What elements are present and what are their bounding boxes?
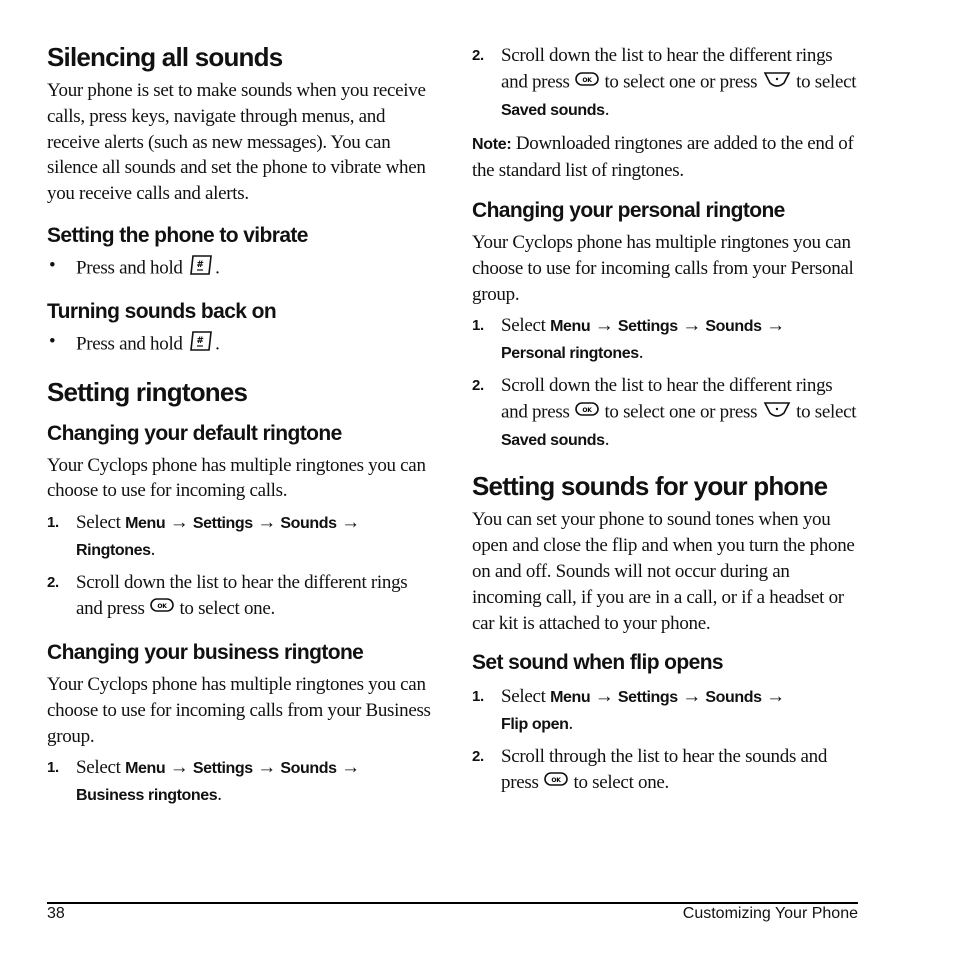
phone-sounds-paragraph: You can set your phone to sound tones when you open and close the flip and when you turn the phone on and off. Sounds will not occur during an incoming call, if you are in a call, or if a headset or car kit is attached to your phone. <box>472 509 855 634</box>
heading-silencing-all-sounds: Silencing all sounds <box>47 42 283 72</box>
arrow: → <box>766 686 785 708</box>
step-text: Scroll down the list to hear the different rings and press <box>76 571 408 619</box>
personal-step-1: 1. Select Menu → Settings → Sounds → Personal ringtones. <box>472 315 785 364</box>
arrow: → <box>594 686 614 708</box>
arrow: → <box>341 757 360 779</box>
right-column <box>472 43 858 796</box>
step-number: 1. <box>47 759 59 777</box>
arrow: → <box>169 757 189 779</box>
vibrate-bullet-text: Press and hold <box>76 257 183 279</box>
step-text: to select one or press <box>604 71 758 93</box>
heading-turning-sounds-on: Turning sounds back on <box>47 299 277 323</box>
vibrate-bullet-period: . <box>215 257 220 279</box>
sounds-on-bullet-text: Press and hold <box>76 333 183 355</box>
sounds-on-bullet-period: . <box>215 333 220 355</box>
step-text: to select <box>796 71 857 93</box>
ok-key-icon <box>574 400 600 426</box>
step-text: Select <box>501 315 546 337</box>
ok-key-icon <box>543 770 569 796</box>
ringtones-label: Ringtones <box>76 541 151 559</box>
heading-personal-ringtone: Changing your personal ringtone <box>472 198 785 222</box>
note-paragraph <box>472 131 858 184</box>
saved-sounds-label: Saved sounds <box>501 101 605 119</box>
default-ringtone-paragraph: Your Cyclops phone has multiple ringtones you can choose to use for incoming calls. <box>47 454 426 502</box>
pound-key-icon <box>187 253 215 285</box>
back-key-icon <box>762 69 792 97</box>
sounds-label: Sounds <box>280 760 337 778</box>
step-number: 1. <box>472 317 484 335</box>
step-text: Select <box>501 686 546 708</box>
business-ringtones-label: Business ringtones <box>76 787 218 805</box>
menu-label: Menu <box>125 515 166 533</box>
arrow: → <box>766 315 785 337</box>
step-text: to select <box>796 401 857 423</box>
svg-text:#: # <box>196 335 204 346</box>
personal-ringtone-paragraph: Your Cyclops phone has multiple ringtones you can choose to use for incoming calls from your Personal group. <box>472 231 854 305</box>
personal-step-2: 2. Scroll down the list to hear the different rings and press OK to select one or press to select Saved sounds. <box>472 374 857 450</box>
heading-setting-vibrate: Setting the phone to vibrate <box>47 223 308 247</box>
step-number: 1. <box>47 514 59 532</box>
step-number: 2. <box>47 573 59 591</box>
arrow: → <box>257 757 276 779</box>
left-column <box>47 40 435 809</box>
heading-setting-sounds-phone: Setting sounds for your phone <box>472 471 828 502</box>
step-text: to select one or press <box>604 401 758 423</box>
sounds-label: Sounds <box>280 515 337 533</box>
svg-text:#: # <box>196 259 204 270</box>
step-text: to select one. <box>573 771 669 793</box>
step-text: Scroll down the list to hear the different rings and press <box>501 374 833 423</box>
heading-setting-ringtones: Setting ringtones <box>47 376 248 407</box>
menu-label: Menu <box>550 318 591 336</box>
flip-step-1: 1. Select Menu → Settings → Sounds → Flip open. <box>472 686 785 735</box>
step-number: 1. <box>472 688 484 706</box>
arrow: → <box>257 512 276 534</box>
silencing-paragraph: Your phone is set to make sounds when you receive calls, press keys, navigate through menus, and receive alerts (such as new messages). You can silence all sounds and set the phone to vibrate when you receive calls and alerts. <box>47 80 426 205</box>
step-number: 2. <box>472 747 484 765</box>
arrow: → <box>594 315 614 337</box>
step-text: Select <box>76 757 121 779</box>
business-step-2: 2. Scroll down the list to hear the different rings and press OK to select one or press to select Saved sounds. <box>472 45 857 120</box>
settings-label: Settings <box>617 318 678 336</box>
svg-text:OK: OK <box>582 406 592 414</box>
sounds-label: Sounds <box>705 689 762 707</box>
svg-text:OK: OK <box>157 603 167 611</box>
note-label: Note: <box>472 136 512 154</box>
arrow: → <box>682 686 701 708</box>
menu-label: Menu <box>550 689 591 707</box>
step-text: Scroll through the list to hear the sounds and press <box>501 745 828 793</box>
flip-open-label: Flip open <box>501 716 569 734</box>
saved-sounds-label: Saved sounds <box>501 431 605 449</box>
pound-key-icon <box>187 329 215 361</box>
arrow: → <box>169 512 189 534</box>
sounds-on-bullet: • Press and hold # . <box>47 329 435 361</box>
ok-key-icon <box>149 596 175 622</box>
default-step-2 <box>47 570 435 622</box>
step-text: Scroll down the list to hear the different rings and press <box>501 45 833 93</box>
settings-label: Settings <box>192 515 253 533</box>
page-number: 38 <box>47 905 65 922</box>
arrow: → <box>341 512 360 534</box>
settings-label: Settings <box>192 760 253 778</box>
step-number: 2. <box>472 47 484 64</box>
heading-flip-opens: Set sound when flip opens <box>472 651 724 675</box>
footer-rule <box>47 902 858 904</box>
personal-ringtones-label: Personal ringtones <box>501 345 639 363</box>
back-key-icon <box>762 399 792 427</box>
heading-business-ringtone: Changing your business ringtone <box>47 641 364 665</box>
arrow: → <box>682 315 701 337</box>
note-text: Downloaded ringtones are added to the end of the standard list of ringtones. <box>472 133 854 182</box>
step-number: 2. <box>472 376 484 394</box>
ok-key-icon <box>574 70 600 96</box>
footer-section-title: Customizing Your Phone <box>682 905 858 922</box>
svg-text:OK: OK <box>582 76 592 84</box>
business-step-1: 1. Select Menu → Settings → Sounds → Business ringtones. <box>47 757 360 806</box>
settings-label: Settings <box>617 689 678 707</box>
heading-default-ringtone: Changing your default ringtone <box>47 421 342 445</box>
svg-text:OK: OK <box>551 777 561 785</box>
step-text: to select one. <box>179 597 275 619</box>
vibrate-bullet: • Press and hold # . <box>47 253 435 285</box>
step-text: Select <box>76 512 121 534</box>
sounds-label: Sounds <box>705 318 762 336</box>
business-ringtone-paragraph: Your Cyclops phone has multiple ringtones you can choose to use for incoming calls from your Business group. <box>47 674 431 747</box>
menu-label: Menu <box>125 760 166 778</box>
flip-step-2 <box>472 744 858 796</box>
default-step-1: 1. Select Menu → Settings → Sounds → Ringtones. <box>47 512 360 560</box>
